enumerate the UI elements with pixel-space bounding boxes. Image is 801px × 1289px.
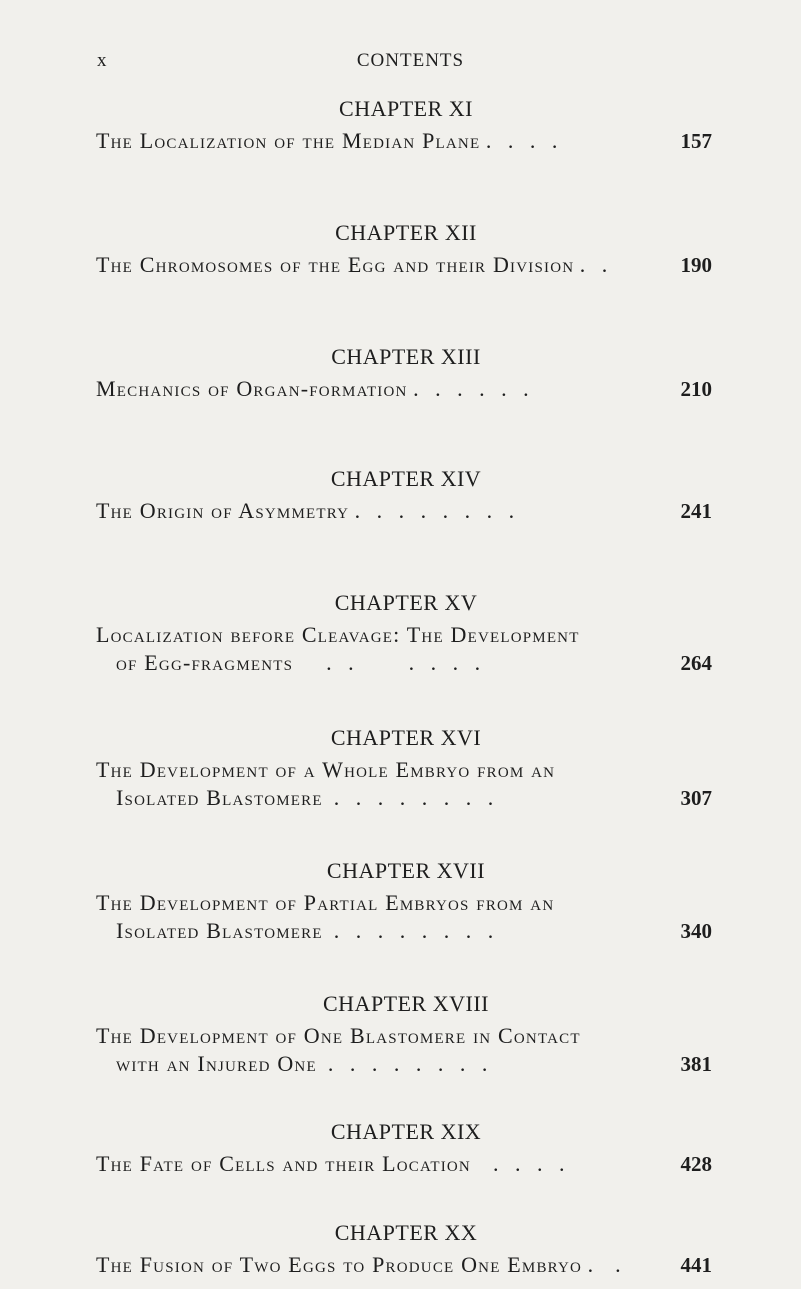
toc-entry (96, 95, 712, 219)
chapter-title-line[interactable] (96, 374, 712, 404)
page-number: 428 (680, 1152, 712, 1176)
page-number: 340 (680, 919, 712, 943)
toc-entry (96, 724, 712, 857)
chapter-title-line[interactable] (96, 126, 712, 156)
toc-entry (96, 1118, 712, 1219)
toc-entry (96, 857, 712, 990)
chapter-title-line[interactable] (96, 1049, 712, 1079)
toc-entry (96, 990, 712, 1118)
toc-entry (96, 219, 712, 343)
leader-dots: . . . . . . . . (316, 1051, 488, 1076)
chapter-heading: CHAPTER XVII (326, 858, 486, 883)
toc-entry (96, 465, 712, 589)
leader-dots: . . . . . . . . (349, 498, 515, 523)
page-number: 241 (680, 499, 712, 523)
chapter-title: The Chromosomes of the Egg and their Division (96, 252, 575, 277)
page-number: 157 (680, 129, 712, 153)
page-number: 210 (680, 377, 712, 401)
chapter-title: The Fate of Cells and their Location (96, 1151, 471, 1176)
chapter-title-line[interactable] (96, 1250, 712, 1280)
running-head-title: CONTENTS (356, 50, 465, 71)
leader-dots: . . (574, 252, 608, 277)
leader-dots: . . . . (470, 1151, 565, 1176)
leader-dots: . . . . . . . . (322, 918, 494, 943)
chapter-title-line[interactable] (96, 1021, 712, 1051)
chapter-title: Localization before Cleavage: The Development (96, 622, 580, 647)
leader-dots: . . . . . . (293, 650, 481, 675)
chapter-heading: CHAPTER XI (339, 96, 473, 121)
page-folio: x (97, 50, 108, 71)
chapter-heading: CHAPTER XIII (331, 344, 481, 369)
running-head (0, 50, 801, 74)
page-number: 264 (680, 651, 712, 675)
chapter-heading: CHAPTER XX (334, 1220, 478, 1245)
chapter-title-continued: of Egg-fragments (116, 650, 294, 675)
toc-entry (96, 589, 712, 724)
page-number: 307 (680, 786, 712, 810)
chapter-heading: CHAPTER XV (334, 590, 478, 615)
leader-dots: . . (582, 1252, 621, 1277)
chapter-title-continued: with an Injured One (116, 1051, 317, 1076)
chapter-title-line[interactable] (96, 1149, 712, 1179)
chapter-title: Mechanics of Organ-formation (96, 376, 408, 401)
chapter-heading: CHAPTER XVIII (323, 991, 489, 1016)
chapter-title: The Origin of Asymmetry (96, 498, 350, 523)
page-number: 190 (680, 253, 712, 277)
chapter-title-line[interactable] (96, 783, 712, 813)
chapter-heading: CHAPTER XIX (330, 1119, 482, 1144)
toc-entry (96, 1219, 712, 1289)
chapter-title: The Localization of the Median Plane (96, 128, 481, 153)
chapter-title-line[interactable] (96, 916, 712, 946)
chapter-title: The Development of One Blastomere in Contact (96, 1023, 581, 1048)
chapter-title: The Fusion of Two Eggs to Produce One Embryo (96, 1252, 583, 1277)
chapter-title-continued: Isolated Blastomere (116, 785, 323, 810)
page-number: 381 (680, 1052, 712, 1076)
chapter-title-continued: Isolated Blastomere (116, 918, 323, 943)
table-of-contents (96, 95, 712, 1289)
chapter-heading: CHAPTER XII (335, 220, 477, 245)
toc-entry (96, 343, 712, 465)
chapter-heading: CHAPTER XIV (330, 466, 482, 491)
chapter-title-line[interactable] (96, 888, 712, 918)
chapter-title-line[interactable] (96, 755, 712, 785)
chapter-title: The Development of Partial Embryos from an (96, 890, 555, 915)
chapter-title-line[interactable] (96, 620, 712, 650)
page-number: 441 (680, 1253, 712, 1277)
leader-dots: . . . . . . . . (322, 785, 494, 810)
chapter-title: The Development of a Whole Embryo from an (96, 757, 556, 782)
leader-dots: . . . . (480, 128, 558, 153)
chapter-title-line[interactable] (96, 648, 712, 678)
chapter-title-line[interactable] (96, 496, 712, 526)
chapter-title-line[interactable] (96, 250, 712, 280)
leader-dots: . . . . . . (407, 376, 529, 401)
chapter-heading: CHAPTER XVI (330, 725, 482, 750)
